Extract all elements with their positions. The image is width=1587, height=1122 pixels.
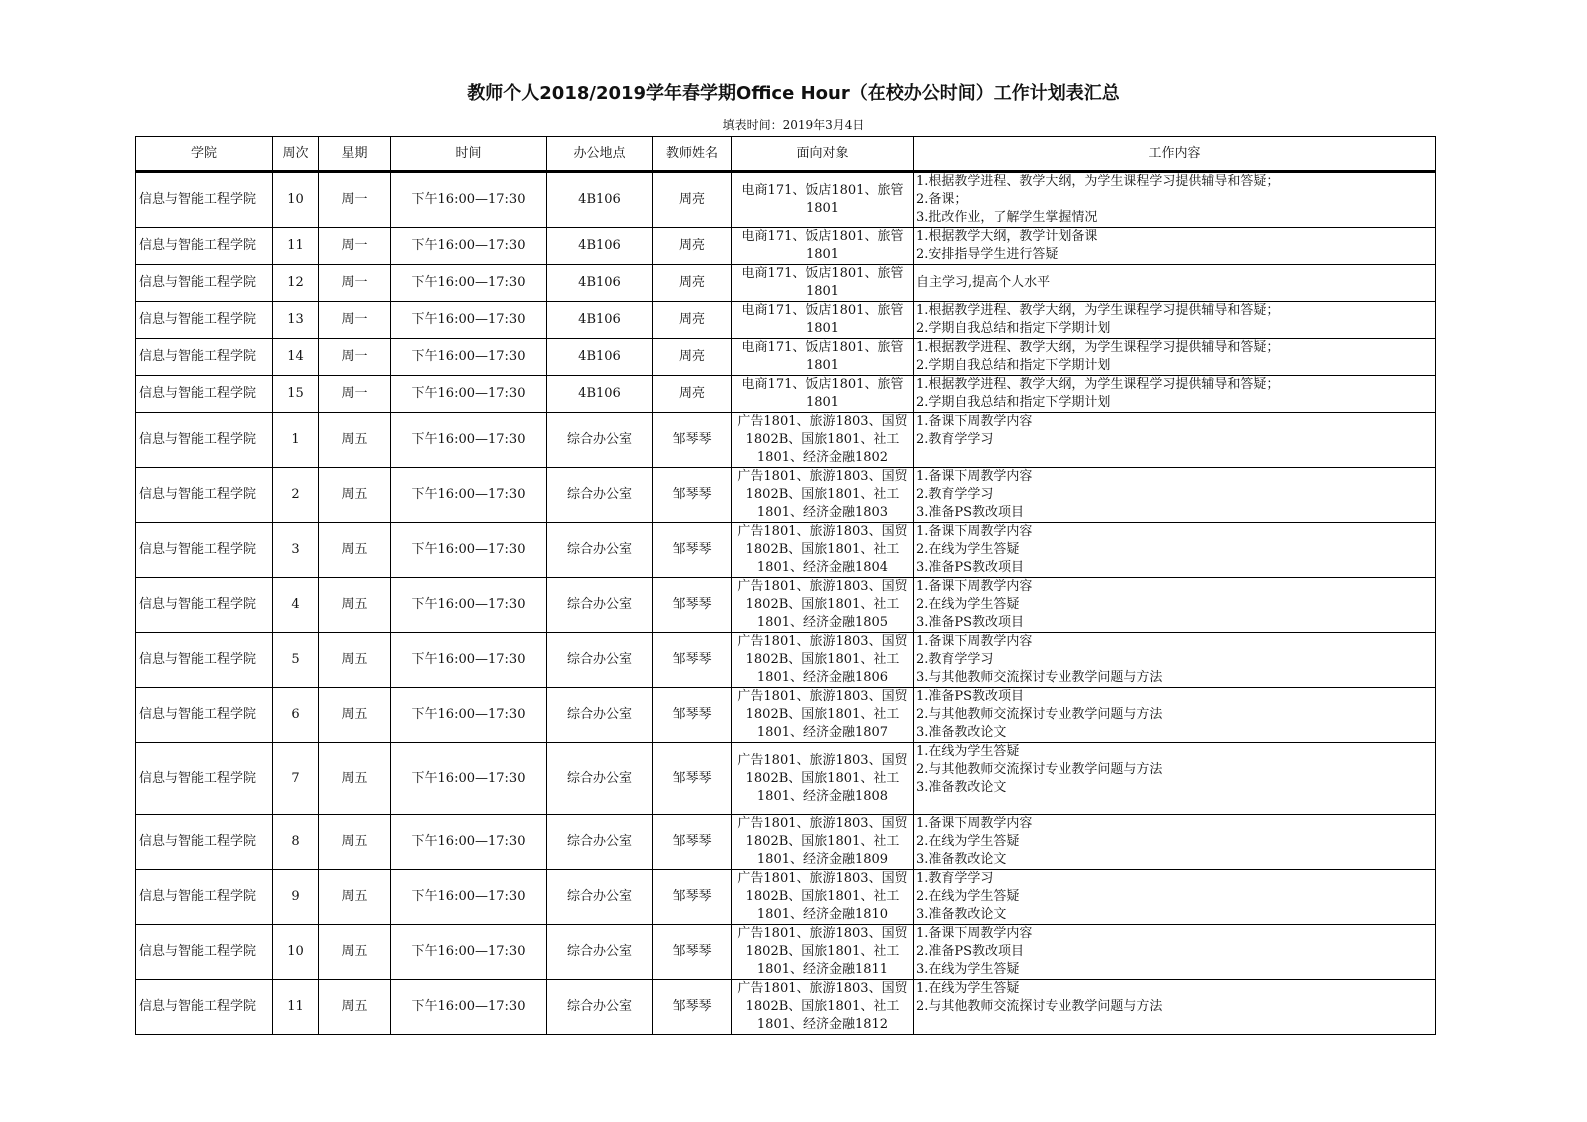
content-cell bbox=[914, 925, 1436, 980]
target-cell bbox=[732, 633, 914, 688]
target-line: 广告1801、旅游1803、国贸 bbox=[737, 414, 908, 429]
place-cell: 4B106 bbox=[547, 339, 653, 376]
content-line: 1.备课下周教学内容 bbox=[916, 634, 1033, 649]
content-line: 2.与其他教师交流探讨专业教学问题与方法 bbox=[916, 707, 1163, 722]
day-cell: 周五 bbox=[319, 743, 391, 815]
content-line: 2.备课； bbox=[916, 192, 968, 207]
content-line: 3.批改作业，了解学生掌握情况 bbox=[916, 210, 1098, 225]
college-cell: 信息与智能工程学院 bbox=[136, 228, 273, 265]
college-cell: 信息与智能工程学院 bbox=[136, 743, 273, 815]
week-cell: 11 bbox=[273, 228, 319, 265]
target-cell bbox=[732, 870, 914, 925]
teacher-cell: 邹琴琴 bbox=[653, 523, 732, 578]
time-cell: 下午16:00—17:30 bbox=[391, 339, 547, 376]
target-cell bbox=[732, 925, 914, 980]
target-line: 1801、经济金融1803 bbox=[756, 505, 889, 520]
target-cell bbox=[732, 980, 914, 1035]
target-line: 电商171、饭店1801、旅管 bbox=[741, 266, 904, 281]
place-cell: 综合办公室 bbox=[547, 980, 653, 1035]
content-cell bbox=[914, 523, 1436, 578]
content-line: 1.备课下周教学内容 bbox=[916, 469, 1033, 484]
target-cell bbox=[732, 815, 914, 870]
target-line: 1802B、国旅1801、社工 bbox=[745, 999, 900, 1014]
target-line: 广告1801、旅游1803、国贸 bbox=[737, 926, 908, 941]
time-cell: 下午16:00—17:30 bbox=[391, 980, 547, 1035]
target-cell bbox=[732, 468, 914, 523]
day-cell: 周一 bbox=[319, 172, 391, 228]
college-cell: 信息与智能工程学院 bbox=[136, 925, 273, 980]
header-row bbox=[136, 137, 1436, 172]
day-cell: 周五 bbox=[319, 633, 391, 688]
table-row bbox=[136, 743, 1436, 815]
content-line: 2.在线为学生答疑 bbox=[916, 597, 1020, 612]
table-row bbox=[136, 265, 1436, 302]
day-cell: 周五 bbox=[319, 578, 391, 633]
content-line: 3.准备教改论文 bbox=[916, 907, 1007, 922]
content-line: 2.学期自我总结和指定下学期计划 bbox=[916, 395, 1111, 410]
content-line: 3.准备教改论文 bbox=[916, 780, 1007, 795]
target-line: 1801、经济金融1808 bbox=[756, 788, 889, 804]
target-cell bbox=[732, 688, 914, 743]
teacher-cell: 周亮 bbox=[653, 228, 732, 265]
target-line: 1802B、国旅1801、社工 bbox=[745, 834, 900, 849]
content-line: 1.教育学学习 bbox=[916, 871, 994, 886]
content-line: 3.准备PS教改项目 bbox=[916, 560, 1025, 575]
teacher-cell: 邹琴琴 bbox=[653, 870, 732, 925]
header-day: 星期 bbox=[319, 137, 391, 172]
target-cell bbox=[732, 743, 914, 815]
day-cell: 周五 bbox=[319, 980, 391, 1035]
content-cell bbox=[914, 633, 1436, 688]
college-cell: 信息与智能工程学院 bbox=[136, 339, 273, 376]
content-line: 2.与其他教师交流探讨专业教学问题与方法 bbox=[916, 999, 1163, 1014]
content-line: 2.学期自我总结和指定下学期计划 bbox=[916, 358, 1111, 373]
college-cell: 信息与智能工程学院 bbox=[136, 688, 273, 743]
college-cell: 信息与智能工程学院 bbox=[136, 468, 273, 523]
college-cell: 信息与智能工程学院 bbox=[136, 578, 273, 633]
table-row bbox=[136, 468, 1436, 523]
table-row bbox=[136, 302, 1436, 339]
day-cell: 周一 bbox=[319, 376, 391, 413]
content-cell bbox=[914, 265, 1436, 302]
target-line: 1801、经济金融1802 bbox=[756, 450, 889, 465]
target-line: 1801 bbox=[805, 247, 840, 262]
content-line: 2.教育学学习 bbox=[916, 487, 994, 502]
time-cell: 下午16:00—17:30 bbox=[391, 815, 547, 870]
week-cell: 2 bbox=[273, 468, 319, 523]
target-line: 1802B、国旅1801、社工 bbox=[745, 487, 900, 502]
content-line: 3.准备教改论文 bbox=[916, 852, 1007, 867]
day-cell: 周五 bbox=[319, 523, 391, 578]
table-row bbox=[136, 578, 1436, 633]
college-cell: 信息与智能工程学院 bbox=[136, 413, 273, 468]
teacher-cell: 周亮 bbox=[653, 376, 732, 413]
teacher-cell: 周亮 bbox=[653, 265, 732, 302]
content-line: 自主学习,提高个人水平 bbox=[916, 275, 1051, 290]
table-row bbox=[136, 633, 1436, 688]
college-cell: 信息与智能工程学院 bbox=[136, 172, 273, 228]
content-line: 2.在线为学生答疑 bbox=[916, 834, 1020, 849]
time-cell: 下午16:00—17:30 bbox=[391, 743, 547, 815]
target-line: 1802B、国旅1801、社工 bbox=[745, 542, 900, 557]
target-line: 1801 bbox=[805, 284, 840, 299]
time-cell: 下午16:00—17:30 bbox=[391, 376, 547, 413]
content-line: 3.准备PS教改项目 bbox=[916, 505, 1025, 520]
content-line: 1.在线为学生答疑 bbox=[916, 981, 1020, 996]
content-line: 1.备课下周教学内容 bbox=[916, 926, 1033, 941]
place-cell: 4B106 bbox=[547, 302, 653, 339]
time-cell: 下午16:00—17:30 bbox=[391, 523, 547, 578]
week-cell: 7 bbox=[273, 743, 319, 815]
content-cell bbox=[914, 578, 1436, 633]
header-place: 办公地点 bbox=[547, 137, 653, 172]
target-line: 1801、经济金融1806 bbox=[756, 670, 889, 685]
place-cell: 综合办公室 bbox=[547, 870, 653, 925]
place-cell: 4B106 bbox=[547, 172, 653, 228]
day-cell: 周一 bbox=[319, 265, 391, 302]
target-line: 1802B、国旅1801、社工 bbox=[745, 944, 900, 959]
college-cell: 信息与智能工程学院 bbox=[136, 523, 273, 578]
target-line: 1802B、国旅1801、社工 bbox=[745, 889, 900, 904]
target-line: 1801 bbox=[805, 201, 840, 216]
target-line: 1801、经济金融1804 bbox=[756, 560, 889, 575]
content-cell bbox=[914, 688, 1436, 743]
day-cell: 周五 bbox=[319, 870, 391, 925]
teacher-cell: 邹琴琴 bbox=[653, 688, 732, 743]
target-line: 广告1801、旅游1803、国贸 bbox=[737, 634, 908, 649]
teacher-cell: 邹琴琴 bbox=[653, 413, 732, 468]
target-cell bbox=[732, 265, 914, 302]
content-cell bbox=[914, 228, 1436, 265]
content-line: 2.与其他教师交流探讨专业教学问题与方法 bbox=[916, 762, 1163, 777]
week-cell: 13 bbox=[273, 302, 319, 339]
table-row bbox=[136, 980, 1436, 1035]
time-cell: 下午16:00—17:30 bbox=[391, 265, 547, 302]
header-teacher: 教师姓名 bbox=[653, 137, 732, 172]
week-cell: 11 bbox=[273, 980, 319, 1035]
content-line: 2.学期自我总结和指定下学期计划 bbox=[916, 321, 1111, 336]
target-cell bbox=[732, 376, 914, 413]
target-cell bbox=[732, 413, 914, 468]
place-cell: 综合办公室 bbox=[547, 578, 653, 633]
target-line: 广告1801、旅游1803、国贸 bbox=[737, 871, 908, 886]
time-cell: 下午16:00—17:30 bbox=[391, 578, 547, 633]
time-cell: 下午16:00—17:30 bbox=[391, 302, 547, 339]
target-line: 1801、经济金融1807 bbox=[756, 725, 889, 740]
week-cell: 1 bbox=[273, 413, 319, 468]
content-line: 3.与其他教师交流探讨专业教学问题与方法 bbox=[916, 670, 1163, 685]
day-cell: 周五 bbox=[319, 413, 391, 468]
table-row bbox=[136, 339, 1436, 376]
content-line: 2.在线为学生答疑 bbox=[916, 542, 1020, 557]
target-line: 1802B、国旅1801、社工 bbox=[745, 597, 900, 612]
target-line: 广告1801、旅游1803、国贸 bbox=[737, 689, 908, 704]
target-line: 广告1801、旅游1803、国贸 bbox=[737, 816, 908, 831]
day-cell: 周五 bbox=[319, 815, 391, 870]
target-cell bbox=[732, 578, 914, 633]
table-row bbox=[136, 688, 1436, 743]
table-row bbox=[136, 523, 1436, 578]
teacher-cell: 邹琴琴 bbox=[653, 578, 732, 633]
day-cell: 周一 bbox=[319, 228, 391, 265]
target-line: 广告1801、旅游1803、国贸 bbox=[737, 469, 908, 484]
target-line: 1802B、国旅1801、社工 bbox=[745, 770, 900, 786]
target-line: 1802B、国旅1801、社工 bbox=[745, 432, 900, 447]
target-line: 广告1801、旅游1803、国贸 bbox=[737, 579, 908, 594]
content-line: 3.准备PS教改项目 bbox=[916, 615, 1025, 630]
teacher-cell: 邹琴琴 bbox=[653, 815, 732, 870]
content-cell bbox=[914, 339, 1436, 376]
content-cell bbox=[914, 743, 1436, 815]
time-cell: 下午16:00—17:30 bbox=[391, 468, 547, 523]
target-cell bbox=[732, 228, 914, 265]
place-cell: 综合办公室 bbox=[547, 633, 653, 688]
content-line: 1.根据教学进程、教学大纲，为学生课程学习提供辅导和答疑； bbox=[916, 340, 1280, 355]
target-line: 1801、经济金融1811 bbox=[756, 962, 889, 977]
place-cell: 4B106 bbox=[547, 228, 653, 265]
target-line: 1801 bbox=[805, 358, 840, 373]
time-cell: 下午16:00—17:30 bbox=[391, 172, 547, 228]
week-cell: 10 bbox=[273, 172, 319, 228]
content-cell bbox=[914, 172, 1436, 228]
target-line: 1801 bbox=[805, 395, 840, 410]
target-line: 电商171、饭店1801、旅管 bbox=[741, 229, 904, 244]
header-target: 面向对象 bbox=[732, 137, 914, 172]
content-line: 1.准备PS教改项目 bbox=[916, 689, 1025, 704]
college-cell: 信息与智能工程学院 bbox=[136, 376, 273, 413]
target-line: 1801、经济金融1805 bbox=[756, 615, 889, 630]
week-cell: 4 bbox=[273, 578, 319, 633]
content-cell bbox=[914, 815, 1436, 870]
time-cell: 下午16:00—17:30 bbox=[391, 688, 547, 743]
time-cell: 下午16:00—17:30 bbox=[391, 925, 547, 980]
target-line: 1802B、国旅1801、社工 bbox=[745, 652, 900, 667]
content-line: 3.准备教改论文 bbox=[916, 725, 1007, 740]
week-cell: 10 bbox=[273, 925, 319, 980]
place-cell: 综合办公室 bbox=[547, 688, 653, 743]
target-line: 1802B、国旅1801、社工 bbox=[745, 707, 900, 722]
content-line: 1.在线为学生答疑 bbox=[916, 744, 1020, 759]
target-line: 1801 bbox=[805, 321, 840, 336]
time-cell: 下午16:00—17:30 bbox=[391, 413, 547, 468]
teacher-cell: 周亮 bbox=[653, 339, 732, 376]
table-row bbox=[136, 925, 1436, 980]
teacher-cell: 邹琴琴 bbox=[653, 633, 732, 688]
target-line: 广告1801、旅游1803、国贸 bbox=[737, 524, 908, 539]
teacher-cell: 邹琴琴 bbox=[653, 743, 732, 815]
day-cell: 周一 bbox=[319, 339, 391, 376]
content-cell bbox=[914, 302, 1436, 339]
table-row bbox=[136, 172, 1436, 228]
college-cell: 信息与智能工程学院 bbox=[136, 870, 273, 925]
table-row bbox=[136, 413, 1436, 468]
week-cell: 9 bbox=[273, 870, 319, 925]
target-line: 1801、经济金融1809 bbox=[756, 852, 889, 867]
teacher-cell: 邹琴琴 bbox=[653, 925, 732, 980]
time-cell: 下午16:00—17:30 bbox=[391, 870, 547, 925]
table-row bbox=[136, 815, 1436, 870]
office-hour-table bbox=[135, 136, 1436, 1035]
day-cell: 周五 bbox=[319, 688, 391, 743]
place-cell: 综合办公室 bbox=[547, 523, 653, 578]
content-cell bbox=[914, 413, 1436, 468]
content-line: 2.准备PS教改项目 bbox=[916, 944, 1025, 959]
content-line: 1.根据教学进程、教学大纲，为学生课程学习提供辅导和答疑； bbox=[916, 377, 1280, 392]
target-line: 电商171、饭店1801、旅管 bbox=[741, 183, 904, 198]
content-line: 2.在线为学生答疑 bbox=[916, 889, 1020, 904]
week-cell: 12 bbox=[273, 265, 319, 302]
week-cell: 6 bbox=[273, 688, 319, 743]
college-cell: 信息与智能工程学院 bbox=[136, 980, 273, 1035]
table-row bbox=[136, 376, 1436, 413]
content-line: 1.根据教学进程、教学大纲，为学生课程学习提供辅导和答疑； bbox=[916, 303, 1280, 318]
header-content: 工作内容 bbox=[914, 137, 1436, 172]
table-row bbox=[136, 228, 1436, 265]
content-cell bbox=[914, 980, 1436, 1035]
target-line: 电商171、饭店1801、旅管 bbox=[741, 340, 904, 355]
week-cell: 14 bbox=[273, 339, 319, 376]
place-cell: 综合办公室 bbox=[547, 815, 653, 870]
time-cell: 下午16:00—17:30 bbox=[391, 228, 547, 265]
content-line: 1.备课下周教学内容 bbox=[916, 816, 1033, 831]
teacher-cell: 周亮 bbox=[653, 172, 732, 228]
week-cell: 15 bbox=[273, 376, 319, 413]
content-cell bbox=[914, 870, 1436, 925]
content-cell bbox=[914, 376, 1436, 413]
content-line: 2.教育学学习 bbox=[916, 432, 994, 447]
document-title: 教师个人2018/2019学年春学期Office Hour（在校办公时间）工作计划表汇总 bbox=[467, 83, 1120, 104]
target-line: 1801、经济金融1812 bbox=[756, 1017, 889, 1032]
place-cell: 4B106 bbox=[547, 265, 653, 302]
day-cell: 周五 bbox=[319, 468, 391, 523]
college-cell: 信息与智能工程学院 bbox=[136, 265, 273, 302]
target-line: 广告1801、旅游1803、国贸 bbox=[737, 981, 908, 996]
week-cell: 5 bbox=[273, 633, 319, 688]
day-cell: 周一 bbox=[319, 302, 391, 339]
place-cell: 综合办公室 bbox=[547, 925, 653, 980]
content-line: 2.安排指导学生进行答疑 bbox=[916, 247, 1059, 262]
header-week: 周次 bbox=[273, 137, 319, 172]
week-cell: 8 bbox=[273, 815, 319, 870]
place-cell: 综合办公室 bbox=[547, 468, 653, 523]
target-line: 广告1801、旅游1803、国贸 bbox=[737, 752, 908, 768]
target-cell bbox=[732, 339, 914, 376]
header-time: 时间 bbox=[391, 137, 547, 172]
content-line: 1.根据教学进程、教学大纲，为学生课程学习提供辅导和答疑； bbox=[916, 174, 1280, 189]
content-line: 1.备课下周教学内容 bbox=[916, 414, 1033, 429]
target-cell bbox=[732, 172, 914, 228]
content-line: 2.教育学学习 bbox=[916, 652, 994, 667]
time-cell: 下午16:00—17:30 bbox=[391, 633, 547, 688]
table-row bbox=[136, 870, 1436, 925]
target-line: 电商171、饭店1801、旅管 bbox=[741, 303, 904, 318]
teacher-cell: 周亮 bbox=[653, 302, 732, 339]
college-cell: 信息与智能工程学院 bbox=[136, 633, 273, 688]
target-line: 电商171、饭店1801、旅管 bbox=[741, 377, 904, 392]
content-line: 1.根据教学大纲，教学计划备课 bbox=[916, 229, 1098, 244]
target-line: 1801、经济金融1810 bbox=[756, 907, 889, 922]
content-line: 1.备课下周教学内容 bbox=[916, 579, 1033, 594]
place-cell: 综合办公室 bbox=[547, 743, 653, 815]
teacher-cell: 邹琴琴 bbox=[653, 468, 732, 523]
day-cell: 周五 bbox=[319, 925, 391, 980]
target-cell bbox=[732, 523, 914, 578]
place-cell: 4B106 bbox=[547, 376, 653, 413]
college-cell: 信息与智能工程学院 bbox=[136, 815, 273, 870]
fill-time: 填表时间：2019年3月4日 bbox=[722, 118, 865, 132]
content-cell bbox=[914, 468, 1436, 523]
target-cell bbox=[732, 302, 914, 339]
content-line: 1.备课下周教学内容 bbox=[916, 524, 1033, 539]
college-cell: 信息与智能工程学院 bbox=[136, 302, 273, 339]
week-cell: 3 bbox=[273, 523, 319, 578]
header-college: 学院 bbox=[136, 137, 273, 172]
content-line: 3.在线为学生答疑 bbox=[916, 962, 1020, 977]
place-cell: 综合办公室 bbox=[547, 413, 653, 468]
teacher-cell: 邹琴琴 bbox=[653, 980, 732, 1035]
